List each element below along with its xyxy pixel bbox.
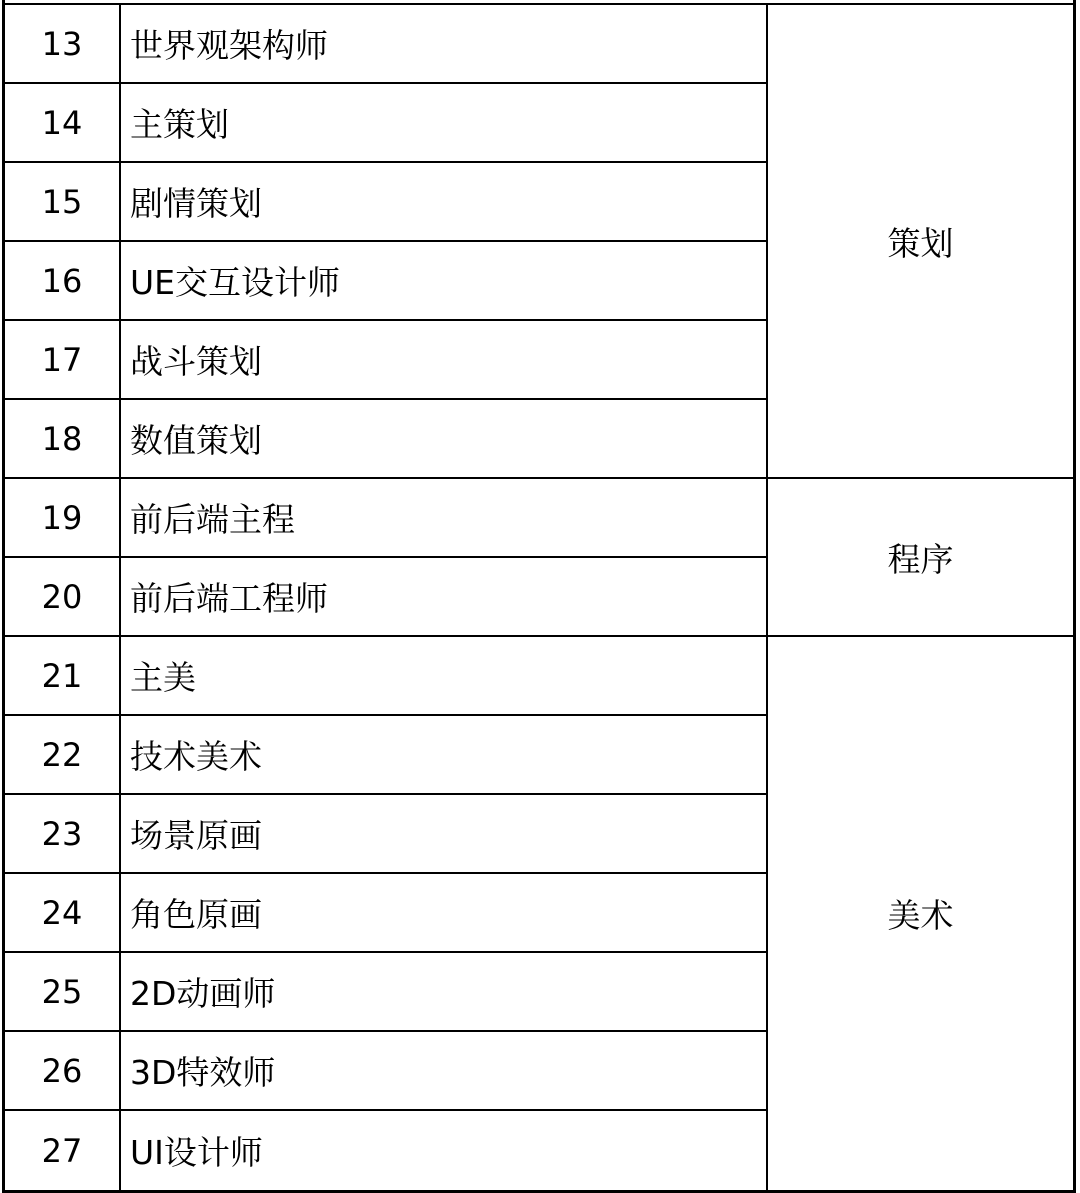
roles-table bbox=[2, 0, 1076, 1193]
role-name: 世界观架构师 bbox=[130, 26, 328, 65]
table-row bbox=[5, 161, 766, 240]
role-name: 主策划 bbox=[130, 105, 229, 144]
row-number: 13 bbox=[5, 5, 121, 82]
row-number: 19 bbox=[5, 479, 121, 556]
role-name: 数值策划 bbox=[130, 421, 262, 460]
role-name: 前后端主程 bbox=[130, 500, 295, 539]
table-row bbox=[5, 556, 766, 635]
row-number: 18 bbox=[5, 400, 121, 477]
table-row bbox=[5, 319, 766, 398]
table-row bbox=[5, 1030, 766, 1109]
table-row bbox=[5, 240, 766, 319]
category-cell: 美术 bbox=[766, 635, 1073, 1193]
category-cell: 策划 bbox=[766, 3, 1073, 477]
table-row bbox=[5, 635, 766, 714]
table-row bbox=[5, 714, 766, 793]
table-row bbox=[5, 793, 766, 872]
row-number: 16 bbox=[5, 242, 121, 319]
role-name: 3D特效师 bbox=[130, 1053, 276, 1092]
table-row bbox=[5, 398, 766, 477]
role-name: 角色原画 bbox=[130, 895, 262, 934]
table-row bbox=[5, 477, 766, 556]
category-cell: 程序 bbox=[766, 477, 1073, 635]
role-name: UI设计师 bbox=[130, 1133, 263, 1172]
table-row bbox=[5, 3, 766, 82]
table-row bbox=[5, 872, 766, 951]
row-number: 27 bbox=[5, 1111, 121, 1190]
role-name: 剧情策划 bbox=[130, 184, 262, 223]
role-name: 场景原画 bbox=[130, 816, 262, 855]
row-number: 26 bbox=[5, 1032, 121, 1109]
row-number: 23 bbox=[5, 795, 121, 872]
role-name: 战斗策划 bbox=[130, 342, 262, 381]
row-number: 14 bbox=[5, 84, 121, 161]
table-row bbox=[5, 951, 766, 1030]
role-name: 主美 bbox=[130, 658, 196, 697]
row-number: 22 bbox=[5, 716, 121, 793]
row-number: 25 bbox=[5, 953, 121, 1030]
role-name: 前后端工程师 bbox=[130, 579, 328, 618]
row-number: 15 bbox=[5, 163, 121, 240]
row-number: 21 bbox=[5, 637, 121, 714]
table-row bbox=[5, 1109, 766, 1193]
row-number: 20 bbox=[5, 558, 121, 635]
row-number: 17 bbox=[5, 321, 121, 398]
row-number: 24 bbox=[5, 874, 121, 951]
role-name: 技术美术 bbox=[130, 737, 262, 776]
table-row bbox=[5, 82, 766, 161]
role-name: 2D动画师 bbox=[130, 974, 276, 1013]
role-name: UE交互设计师 bbox=[130, 263, 341, 302]
